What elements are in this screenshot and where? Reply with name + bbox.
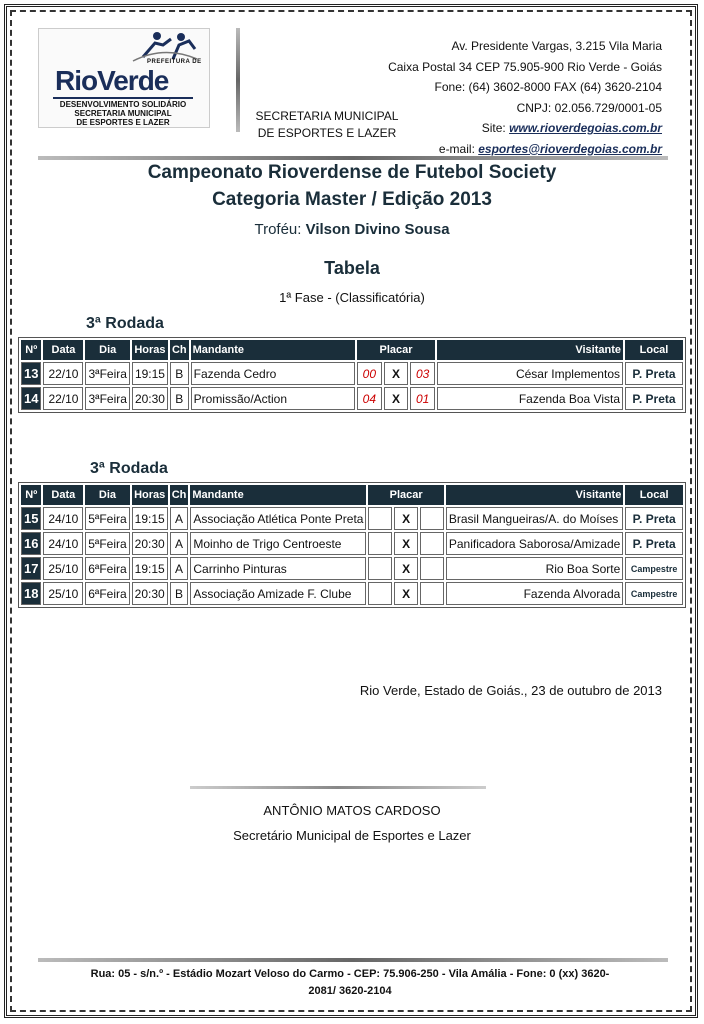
game-number: 14 [21, 387, 41, 410]
venue: Campestre [625, 582, 683, 605]
away-score [420, 532, 444, 555]
game-court: B [170, 362, 189, 385]
away-score [420, 557, 444, 580]
col-day: Dia [85, 340, 129, 360]
col-home: Mandante [190, 485, 366, 505]
game-court: B [170, 387, 189, 410]
col-time: Horas [132, 485, 168, 505]
game-day: 5ªFeira [85, 532, 129, 555]
versus: X [394, 557, 418, 580]
venue: P. Preta [625, 532, 683, 555]
col-score: Placar [357, 340, 435, 360]
footer-line1: Rua: 05 - s/n.º - Estádio Mozart Veloso do Carmo - CEP: 75.906-250 - Vila Amália - Fone: 0 (xx) 3620- [90, 968, 610, 980]
secretaria-line1: SECRETARIA MUNICIPAL [255, 109, 399, 123]
game-number: 16 [21, 532, 41, 555]
game-date: 25/10 [43, 557, 83, 580]
col-date: Data [43, 340, 83, 360]
game-time: 20:30 [132, 582, 168, 605]
logo-secretaria-line2: DE ESPORTES E LAZER [76, 118, 170, 127]
phone: Fone: (64) 3602-8000 FAX (64) 3620-2104 [434, 80, 662, 94]
phase-title: 1ª Fase - (Classificatória) [279, 290, 425, 305]
game-day: 6ªFeira [85, 582, 129, 605]
col-away: Visitante [446, 485, 623, 505]
col-day: Dia [85, 485, 129, 505]
logo-name: RioVerde [55, 65, 169, 96]
site-label: Site: [481, 121, 510, 135]
game-day: 5ªFeira [85, 507, 129, 530]
address: Av. Presidente Vargas, 3.215 Vila Maria [451, 39, 662, 53]
round-label: 3ª Rodada [86, 315, 164, 332]
trophy-name: Vilson Divino Sousa [305, 221, 450, 238]
date-line: Rio Verde, Estado de Goiás., 23 de outubro de 2013 [359, 683, 662, 698]
game-court: A [170, 557, 189, 580]
footer-line2: 2081/ 3620-2104 [308, 985, 392, 997]
away-score [420, 582, 444, 605]
away-score: 01 [410, 387, 435, 410]
venue: Campestre [625, 557, 683, 580]
game-time: 19:15 [132, 362, 168, 385]
home-team: Moinho de Trigo Centroeste [190, 532, 366, 555]
cnpj: CNPJ: 02.056.729/0001-05 [516, 100, 662, 115]
home-team: Promissão/Action [191, 387, 355, 410]
col-venue: Local [625, 340, 683, 360]
home-team: Associação Amizade F. Clube [190, 582, 366, 605]
col-score: Placar [368, 485, 443, 505]
game-court: A [170, 532, 189, 555]
round-label: 3ª Rodada [90, 460, 168, 477]
games-table [18, 337, 686, 413]
game-time: 19:15 [132, 557, 168, 580]
col-venue: Local [625, 485, 683, 505]
game-day: 3ªFeira [85, 387, 129, 410]
game-date: 24/10 [43, 532, 83, 555]
table-header-row [21, 340, 683, 360]
away-team: Panificadora Saborosa/Amizade [446, 532, 623, 555]
col-court: Ch [170, 340, 189, 360]
game-number: 18 [21, 582, 41, 605]
signatory-role: Secretário Municipal de Esportes e Lazer [233, 828, 471, 843]
home-score: 00 [357, 362, 382, 385]
email-link[interactable]: esportes@rioverdegoias.com.br [478, 141, 662, 156]
game-court: B [170, 582, 189, 605]
site-row [388, 118, 662, 139]
col-number: Nº [21, 485, 41, 505]
versus: X [394, 507, 418, 530]
game-time: 19:15 [132, 507, 168, 530]
letterhead [38, 28, 668, 158]
games-table [18, 482, 686, 608]
game-date: 24/10 [43, 507, 83, 530]
game-date: 22/10 [43, 387, 83, 410]
logo-prefeitura: PREFEITURA DE [147, 59, 202, 65]
championship-title: Campeonato Rioverdense de Futebol Society [147, 162, 557, 183]
category-title: Categoria Master / Edição 2013 [212, 189, 492, 210]
table-row [21, 557, 683, 580]
game-date: 25/10 [43, 582, 83, 605]
venue: P. Preta [625, 387, 683, 410]
away-team: Fazenda Alvorada [446, 582, 623, 605]
email-label: e-mail: [438, 141, 479, 156]
game-time: 20:30 [132, 532, 168, 555]
home-score [368, 507, 392, 530]
rioverde-logo [38, 28, 210, 128]
game-day: 3ªFeira [85, 362, 129, 385]
signatory-name: ANTÔNIO MATOS CARDOSO [263, 803, 441, 818]
game-time: 20:30 [132, 387, 168, 410]
home-team: Carrinho Pinturas [190, 557, 366, 580]
versus: X [384, 362, 409, 385]
table-row [21, 582, 683, 605]
game-number: 17 [21, 557, 41, 580]
versus: X [384, 387, 409, 410]
game-court: A [170, 507, 189, 530]
trophy-label: Troféu: [254, 221, 306, 238]
venue: P. Preta [625, 362, 683, 385]
away-team: Fazenda Boa Vista [437, 387, 623, 410]
away-score: 03 [410, 362, 435, 385]
col-number: Nº [21, 340, 41, 360]
contact-block [388, 36, 662, 159]
col-away: Visitante [437, 340, 623, 360]
game-number: 15 [21, 507, 41, 530]
home-score [368, 582, 392, 605]
table-title: Tabela [324, 258, 380, 278]
col-date: Data [43, 485, 83, 505]
footer-rule [38, 958, 668, 962]
away-team: Rio Boa Sorte [446, 557, 623, 580]
game-date: 22/10 [43, 362, 83, 385]
table-row [21, 507, 683, 530]
trophy-title [0, 221, 704, 238]
away-team: César Implementos [437, 362, 623, 385]
home-team: Associação Atlética Ponte Preta [190, 507, 366, 530]
home-score [368, 557, 392, 580]
secretaria-line2: DE ESPORTES E LAZER [257, 126, 397, 140]
versus: X [394, 532, 418, 555]
col-home: Mandante [191, 340, 355, 360]
table-row [21, 387, 683, 410]
col-court: Ch [170, 485, 189, 505]
away-team: Brasil Mangueiras/A. do Moíses [446, 507, 623, 530]
home-score: 04 [357, 387, 382, 410]
signature-line [190, 786, 486, 789]
logo-tagline: DESENVOLVIMENTO SOLIDÁRIO [53, 97, 193, 109]
site-link[interactable]: www.rioverdegoias.com.br [509, 121, 662, 135]
versus: X [394, 582, 418, 605]
col-time: Horas [132, 340, 168, 360]
table-header-row [21, 485, 683, 505]
header-rule [38, 156, 668, 160]
venue: P. Preta [625, 507, 683, 530]
footer-address [50, 966, 650, 1000]
postal: Caixa Postal 34 CEP 75.905-900 Rio Verde - Goiás [388, 59, 662, 74]
home-team: Fazenda Cedro [191, 362, 355, 385]
logo-secretaria-line1: SECRETARIA MUNICIPAL [74, 109, 172, 118]
game-number: 13 [21, 362, 41, 385]
home-score [368, 532, 392, 555]
game-day: 6ªFeira [85, 557, 129, 580]
logo-secretaria [53, 109, 193, 127]
table-row [21, 362, 683, 385]
away-score [420, 507, 444, 530]
table-row [21, 532, 683, 555]
